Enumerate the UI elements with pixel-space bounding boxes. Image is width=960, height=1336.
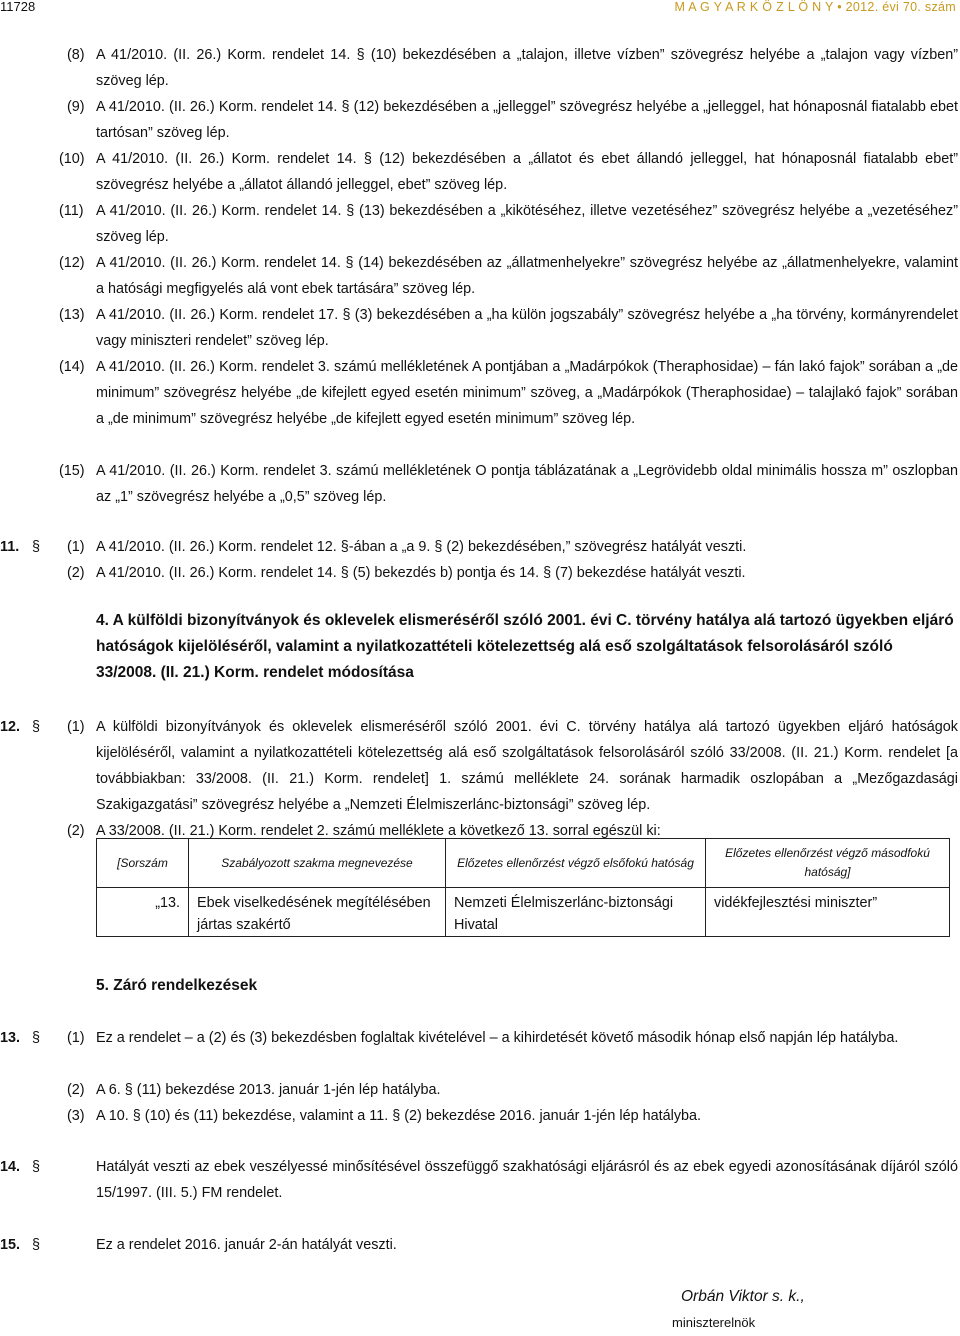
section-title-4: 4. A külföldi bizonyítványok és oklevelek elismeréséről szóló 2001. évi C. törvény hatálya alá tartozó ügyekben eljáró hatóságok kijelöléséről, valamint a nyilatkozattételi kötelezettség alá eső szolgáltatások felsorolásáról szóló 33/2008. (II. 21.) Korm. rendelet módosítása: [96, 612, 954, 681]
item-number: (1): [67, 1030, 85, 1046]
table-cell: vidékfejlesztési miniszter”: [706, 888, 950, 937]
section-number: 12.: [0, 719, 21, 735]
item-number: (1): [67, 539, 85, 555]
list-item: [0, 1077, 960, 1103]
list-item: [0, 250, 960, 302]
item-number: (2): [67, 1082, 85, 1098]
list-item: [0, 458, 960, 510]
journal-title: M A G Y A R K Ö Z L Ö N Y • 2012. évi 70. szám: [674, 0, 956, 14]
item-text: A 41/2010. (II. 26.) Korm. rendelet 14. § (12) bekezdésében a „jelleggel” szövegrész helyébe a „jelleggel, hat hónaposnál fiatalabb ebet tartósan” szöveg lép.: [96, 99, 958, 141]
item-number: (8): [67, 47, 85, 63]
section-sign: §: [32, 1237, 41, 1253]
item-text: A 6. § (11) bekezdése 2013. január 1-jén lép hatályba.: [96, 1082, 441, 1098]
section-13: [0, 1025, 960, 1077]
item-number: (2): [67, 565, 85, 581]
signature-role: miniszterelnök: [672, 1315, 756, 1330]
item-number: (9): [67, 99, 85, 115]
section-number: 14.: [0, 1159, 21, 1175]
list-item: [0, 302, 960, 354]
section-text: Hatályát veszti az ebek veszélyessé minősítésével összefüggő szakhatósági eljárásról és az ebek egyedi azonosításának díjáról szóló 15/1997. (III. 5.) FM rendelet.: [96, 1159, 958, 1201]
table-header-cell: Szabályozott szakma megnevezése: [189, 839, 446, 888]
item-text: A 41/2010. (II. 26.) Korm. rendelet 14. § (10) bekezdésében a „talajon, illetve vízben” szövegrész helyébe a „talajon vagy vízben” szöveg lép.: [96, 47, 958, 89]
table-header-cell: Előzetes ellenőrzést végző elsőfokú hatóság: [446, 839, 706, 888]
table-cell: „13.: [97, 888, 189, 937]
section-12: [0, 714, 960, 818]
section-text: Ez a rendelet 2016. január 2-án hatályát veszti.: [96, 1237, 397, 1253]
section-title-5: 5. Záró rendelkezések: [96, 977, 258, 994]
item-text: A 10. § (10) és (11) bekezdése, valamint a 11. § (2) bekezdése 2016. január 1-jén lép hatályba.: [96, 1108, 702, 1124]
section-number: 13.: [0, 1030, 21, 1046]
list-item: [0, 560, 960, 586]
item-number: (15): [59, 463, 85, 479]
section-number: 11.: [0, 539, 20, 555]
section-15: [0, 1232, 960, 1258]
item-number: (13): [59, 307, 85, 323]
section-11: [0, 534, 960, 560]
section-sign: §: [32, 1159, 41, 1175]
item-number: (11): [59, 203, 84, 219]
section-number: 15.: [0, 1237, 21, 1253]
item-number: (2): [67, 823, 85, 839]
amendment-table: [96, 838, 950, 937]
section-14: [0, 1154, 960, 1206]
list-item: [0, 94, 960, 146]
list-item: [0, 354, 960, 458]
page-number: 11728: [0, 0, 36, 14]
section-sign: §: [32, 1030, 41, 1046]
list-item: [0, 1103, 960, 1129]
list-item: [0, 146, 960, 198]
item-text: A 41/2010. (II. 26.) Korm. rendelet 14. § (5) bekezdés b) pontja és 14. § (7) bekezdése hatályát veszti.: [96, 565, 746, 581]
table-header-cell: Előzetes ellenőrzést végző másodfokú hatóság]: [706, 839, 950, 888]
table-cell: Nemzeti Élelmiszerlánc-biztonsági Hivatal: [446, 888, 706, 937]
section-sign: §: [32, 539, 41, 555]
signature-name: Orbán Viktor s. k.,: [681, 1288, 805, 1305]
table-header-cell: [Sorszám: [97, 839, 189, 888]
item-number: (1): [67, 719, 85, 735]
item-text: Ez a rendelet – a (2) és (3) bekezdésben foglaltak kivételével – a kihirdetését követő második hónap első napján lép hatályba.: [96, 1030, 899, 1046]
table-cell: Ebek viselkedésének megítélésében jártas szakértő: [189, 888, 446, 937]
item-text: A 41/2010. (II. 26.) Korm. rendelet 14. § (14) bekezdésében az „állatmenhelyekre” szövegrész helyébe az „állatmenhelyekre, valamint a hatósági megfigyelés alá vont ebek tartására” szöveg lép.: [96, 255, 958, 297]
item-text: A 41/2010. (II. 26.) Korm. rendelet 17. § (3) bekezdésében a „ha külön jogszabály” szövegrész helyébe a „ha törvény, kormányrendelet vagy miniszteri rendelet” szöveg lép.: [96, 307, 958, 349]
list-item: [0, 198, 960, 250]
item-number: (3): [67, 1108, 85, 1124]
table-header-row: [97, 839, 950, 888]
item-number: (12): [59, 255, 85, 271]
item-text: A 41/2010. (II. 26.) Korm. rendelet 14. § (12) bekezdésében a „állatot és ebet állandó jelleggel, hat hónaposnál fiatalabb ebet” szövegrész helyébe a „állatot állandó jelleggel, ebet” szöveg lép.: [96, 151, 958, 193]
item-text: A 41/2010. (II. 26.) Korm. rendelet 3. számú mellékletének A pontjában a „Madárpókok (Theraphosidae) – fán lakó fajok” sorában a „de minimum” szövegrész helyébe „de kifejlett egyed esetén minimum” szöveg, a „Madárpókok (Theraphosidae) – talajlakó fajok” sorában a „de minimum” szövegrész helyébe „de kifejlett egyed esetén minimum” szöveg lép.: [96, 359, 958, 427]
table-row: [97, 888, 950, 937]
item-text: A 33/2008. (II. 21.) Korm. rendelet 2. számú melléklete a következő 13. sorral egészül ki:: [96, 823, 661, 839]
item-text: A 41/2010. (II. 26.) Korm. rendelet 3. számú mellékletének O pontja táblázatának a „Legrövidebb oldal minimális hossza m” oszlopban az „1” szövegrész helyébe a „0,5” szöveg lép.: [96, 463, 958, 505]
item-number: (10): [59, 151, 85, 167]
item-number: (14): [59, 359, 85, 375]
item-text: A 41/2010. (II. 26.) Korm. rendelet 12. §-ában a „a 9. § (2) bekezdésében,” szövegrész hatályát veszti.: [96, 539, 747, 555]
section-sign: §: [32, 719, 41, 735]
item-text: A külföldi bizonyítványok és oklevelek elismeréséről szóló 2001. évi C. törvény hatálya alá tartozó ügyekben eljáró hatóságok kijelöléséről, valamint a nyilatkozattételi kötelezettség alá eső szolgáltatások felsorolásáról szóló 33/2008. (II. 21.) Korm. rendelet [a továbbiakban: 33/2008. (II. 21.) Korm. rendelet] 1. számú melléklete 24. sorának harmadik oszlopában a „Mezőgazdasági Szakigazgatási” szövegrész helyébe a „Nemzeti Élelmiszerlánc-biztonsági” szöveg lép.: [96, 719, 958, 813]
page-header: [0, 0, 960, 21]
list-item: [0, 42, 960, 94]
item-text: A 41/2010. (II. 26.) Korm. rendelet 14. § (13) bekezdésében a „kikötéséhez, illetve vezetéséhez” szövegrész helyébe a „vezetéséhez” szöveg lép.: [96, 203, 958, 245]
